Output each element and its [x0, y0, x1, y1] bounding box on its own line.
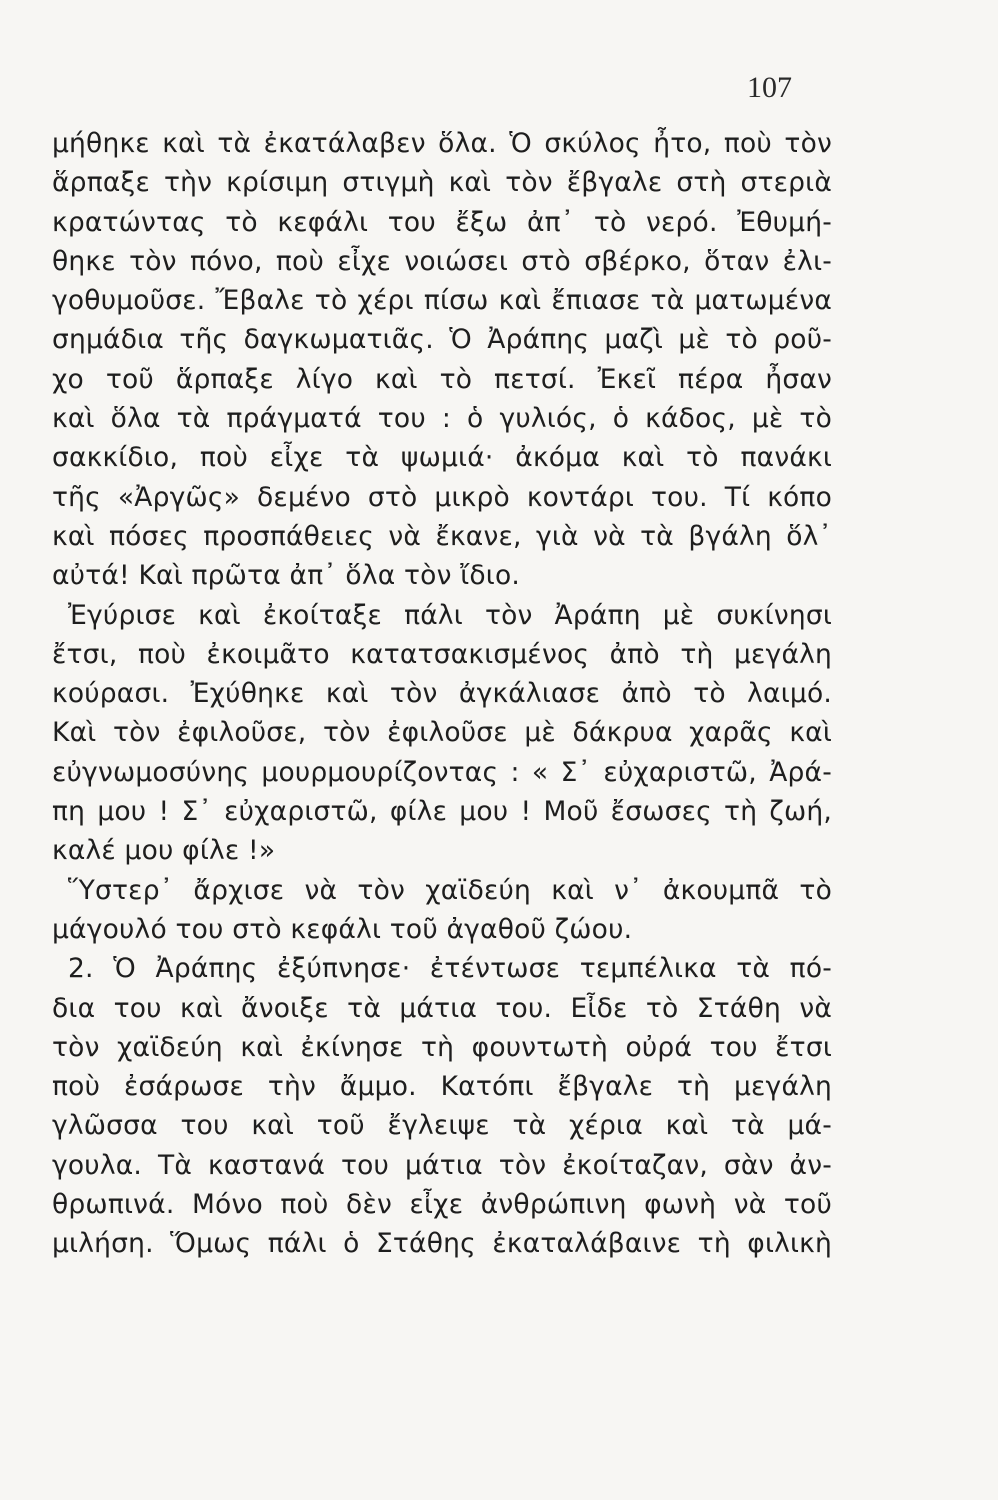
text-line: θρωπινά. Μόνο ποὺ δὲν εἶχε ἀνθρώπινη φωνὴ νὰ τοῦ: [52, 1189, 832, 1221]
text-line: εὐγνωμοσύνης μουρμουρίζοντας : « Σ᾿ εὐχαριστῶ, Ἀρά-: [52, 756, 832, 788]
text-line: γουλα. Τὰ καστανά του μάτια τὸν ἐκοίταζαν, σὰν ἀν-: [52, 1149, 832, 1181]
text-line: γλῶσσα του καὶ τοῦ ἔγλειψε τὰ χέρια καὶ τὰ μά-: [52, 1110, 832, 1142]
text-line: κούρασι. Ἐχύθηκε καὶ τὸν ἀγκάλιασε ἀπὸ τὸ λαιμό.: [52, 678, 832, 710]
text-line: καλέ μου φίλε !»: [52, 835, 276, 867]
text-line: Καὶ τὸν ἐφιλοῦσε, τὸν ἐφιλοῦσε μὲ δάκρυα χαρᾶς καὶ: [52, 717, 832, 749]
text-line: σημάδια τῆς δαγκωματιᾶς. Ὁ Ἀράπης μαζὶ μὲ τὸ ροῦ-: [52, 324, 832, 356]
paragraph-start-line: Ὕστερ᾿ ἄρχισε νὰ τὸν χαϊδεύη καὶ ν᾿ ἀκουμπᾶ τὸ: [68, 874, 832, 906]
text-line: μήθηκε καὶ τὰ ἐκατάλαβεν ὅλα. Ὁ σκύλος ἦτο, ποὺ τὸν: [52, 128, 832, 159]
text-line: χο τοῦ ἅρπαξε λίγο καὶ τὸ πετσί. Ἐκεῖ πέρα ἦσαν: [52, 363, 832, 395]
text-line: αὐτά! Καὶ πρῶτα ἀπ᾿ ὅλα τὸν ἴδιο.: [52, 560, 520, 592]
text-line: σακκίδιο, ποὺ εἶχε τὰ ψωμιά· ἀκόμα καὶ τὸ πανάκι: [52, 442, 832, 474]
text-line: μιλήση. Ὅμως πάλι ὁ Στάθης ἐκαταλάβαινε τὴ φιλικὴ: [52, 1228, 832, 1260]
text-line: ἔτσι, ποὺ ἐκοιμᾶτο κατατσακισμένος ἀπὸ τὴ μεγάλη: [52, 638, 832, 670]
text-line: γοθυμοῦσε. Ἔβαλε τὸ χέρι πίσω καὶ ἔπιασε τὰ ματωμένα: [52, 285, 832, 317]
text-line: μάγουλό του στὸ κεφάλι τοῦ ἀγαθοῦ ζώου.: [52, 913, 633, 945]
text-line: θηκε τὸν πόνο, ποὺ εἶχε νοιώσει στὸ σβέρκο, ὅταν ἐλι-: [52, 245, 832, 277]
paragraph-start-line: Ἐγύρισε καὶ ἐκοίταξε πάλι τὸν Ἀράπη μὲ συκίνησι: [68, 599, 832, 631]
text-line: τῆς «Ἀργῶς» δεμένο στὸ μικρὸ κοντάρι του. Τί κόπο: [52, 481, 832, 513]
section-start-line: 2. Ὁ Ἀράπης ἐξύπνησε· ἐτέντωσε τεμπέλικα τὰ πό-: [68, 953, 832, 985]
text-line: δια του καὶ ἄνοιξε τὰ μάτια του. Εἶδε τὸ Στάθη νὰ: [52, 992, 832, 1024]
text-line: ποὺ ἐσάρωσε τὴν ἄμμο. Κατόπι ἔβγαλε τὴ μεγάλη: [52, 1071, 832, 1103]
text-line: τὸν χαϊδεύη καὶ ἐκίνησε τὴ φουντωτὴ οὐρά του ἔτσι: [52, 1031, 832, 1063]
text-line: πη μου ! Σ᾿ εὐχαριστῶ, φίλε μου ! Μοῦ ἔσωσες τὴ ζωή,: [52, 796, 832, 828]
text-line: καὶ πόσες προσπάθειες νὰ ἔκανε, γιὰ νὰ τὰ βγάλη ὅλ᾿: [52, 520, 832, 552]
text-line: κρατώντας τὸ κεφάλι του ἔξω ἀπ᾿ τὸ νερό. Ἐθυμή-: [52, 206, 832, 238]
text-line: ἅρπαξε τὴν κρίσιμη στιγμὴ καὶ τὸν ἔβγαλε στὴ στεριὰ: [52, 167, 832, 199]
body-text: [52, 124, 832, 1264]
text-line: καὶ ὅλα τὰ πράγματά του : ὁ γυλιός, ὁ κάδος, μὲ τὸ: [52, 403, 832, 435]
page-number: 107: [747, 71, 792, 104]
